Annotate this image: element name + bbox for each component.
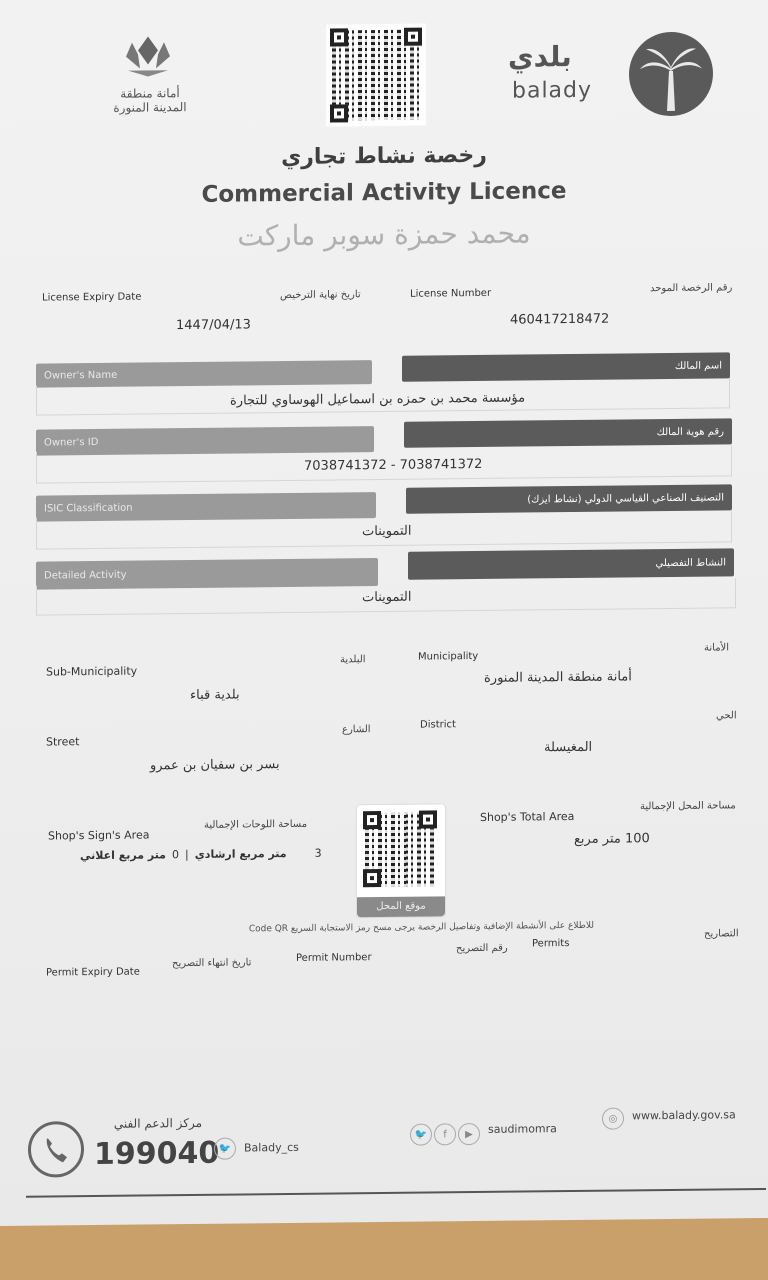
street-label-en: Street [46,735,80,749]
license-expiry-label-ar: تاريخ نهاية الترخيص [280,289,361,302]
sub-municipality-label-en: Sub-Municipality [46,664,138,679]
sub-municipality-value: بلدية قباء [190,687,240,704]
owner-id-value: 7038741372 - 7038741372 [304,456,483,474]
total-area-label-ar: مساحة المحل الإجمالية [640,800,736,813]
district-label-ar: الحي [716,710,737,722]
sub-municipality-label-ar: البلدية [340,654,366,666]
owner-id-label-en: Owner's ID [36,426,374,456]
youtube-icon[interactable]: ▶ [458,1123,480,1145]
municipality-label-ar: الأمانة [704,642,730,654]
footer-divider [26,1188,766,1198]
owner-name-label-en: Owner's Name [36,360,372,388]
qr-scan-note: للاطلاع على الأنشطة الإضافية وتفاصيل الرخصة يرجى مسح رمز الاستجابة السريع Code QR [248,920,594,935]
balady-logo-latin: balady [512,77,593,104]
detailed-activity-label-en: Detailed Activity [36,558,378,590]
detailed-activity-label-ar: النشاط التفصيلي [408,548,734,579]
shop-name: محمد حمزة سوبر ماركت [237,216,531,253]
detailed-activity-value: التموينات [362,589,412,606]
license-expiry-label-en: License Expiry Date [42,291,142,304]
total-area-value: 100 متر مربع [574,831,650,847]
twitter-social-icon[interactable]: 🐦 [410,1123,432,1145]
shop-location-qr-card [356,803,446,918]
street-label-ar: الشارع [342,724,371,736]
total-area-label-en: Shop's Total Area [480,809,575,824]
left-logo-line2: المدينة المنورة [113,100,187,115]
sign-area-separator: | [185,848,189,862]
sign-area-label-ar: مساحة اللوحات الإجمالية [204,818,308,831]
license-number-value: 460417218472 [510,311,610,328]
permit-number-label-ar: رقم التصريح [456,942,508,955]
phone-icon [28,1121,84,1178]
sign-area-guide-number: 3 [314,846,322,860]
street-value: بسر بن سفيان بن عمرو [150,757,280,774]
madinah-municipality-logo-icon [118,28,178,79]
sign-area-guide-unit: متر مربع ارشادي [194,846,287,861]
globe-icon: ◎ [602,1107,624,1129]
district-label-en: District [420,719,456,731]
title-english: Commercial Activity Licence [201,178,567,208]
sign-area-label-en: Shop's Sign's Area [48,828,150,843]
municipality-value: أمانة منطقة المدينة المنورة [484,669,632,686]
support-number: 199040 [94,1135,220,1173]
license-number-label-ar: رقم الرخصة الموحد [650,282,733,295]
sign-area-values [80,847,322,863]
permit-number-label-en: Permit Number [296,952,372,964]
permits-label-en: Permits [532,938,570,950]
license-number-label-en: License Number [410,287,492,300]
balady-logo-arabic: بلدي [508,40,572,74]
isic-label-en: ISIC Classification [36,492,376,522]
license-qr-code [326,24,426,127]
permits-label-ar: التصاريح [704,928,739,940]
twitter-icon[interactable]: 🐦 [214,1138,236,1160]
owner-id-label-ar: رقم هوية المالك [404,418,732,447]
shop-location-caption: موقع المحل [357,896,445,917]
left-logo-line1: أمانة منطقة [120,86,180,101]
sign-area-ad-number: 0 [172,848,179,862]
owner-name-label-ar: اسم المالك [402,352,730,381]
municipality-label-en: Municipality [418,650,479,663]
isic-label-ar: التصنيف الصناعي القياسي الدولي (نشاط ايزك) [406,484,732,513]
license-expiry-value: 1447/04/13 [176,317,251,334]
social-handle[interactable]: saudimomra [488,1122,557,1136]
twitter-handle[interactable]: Balady_cs [244,1140,299,1155]
permit-expiry-label-ar: تاريخ انتهاء التصريح [172,957,252,970]
permit-expiry-label-en: Permit Expiry Date [46,966,140,979]
sign-area-ad-unit: متر مربع اعلاني [80,848,166,863]
district-value: المغيسلة [544,739,593,756]
isic-value: التموينات [362,523,412,540]
website-link[interactable]: www.balady.gov.sa [632,1108,736,1123]
title-arabic: رخصة نشاط تجاري [281,142,487,171]
owner-name-value: مؤسسة محمد بن حمزه بن اسماعيل الهوساوي للتجارة [230,390,526,409]
palm-emblem-icon [628,31,714,118]
facebook-icon[interactable]: f [434,1123,456,1145]
support-label: مركز الدعم الفني [113,1115,202,1131]
left-logo-text [95,86,205,115]
